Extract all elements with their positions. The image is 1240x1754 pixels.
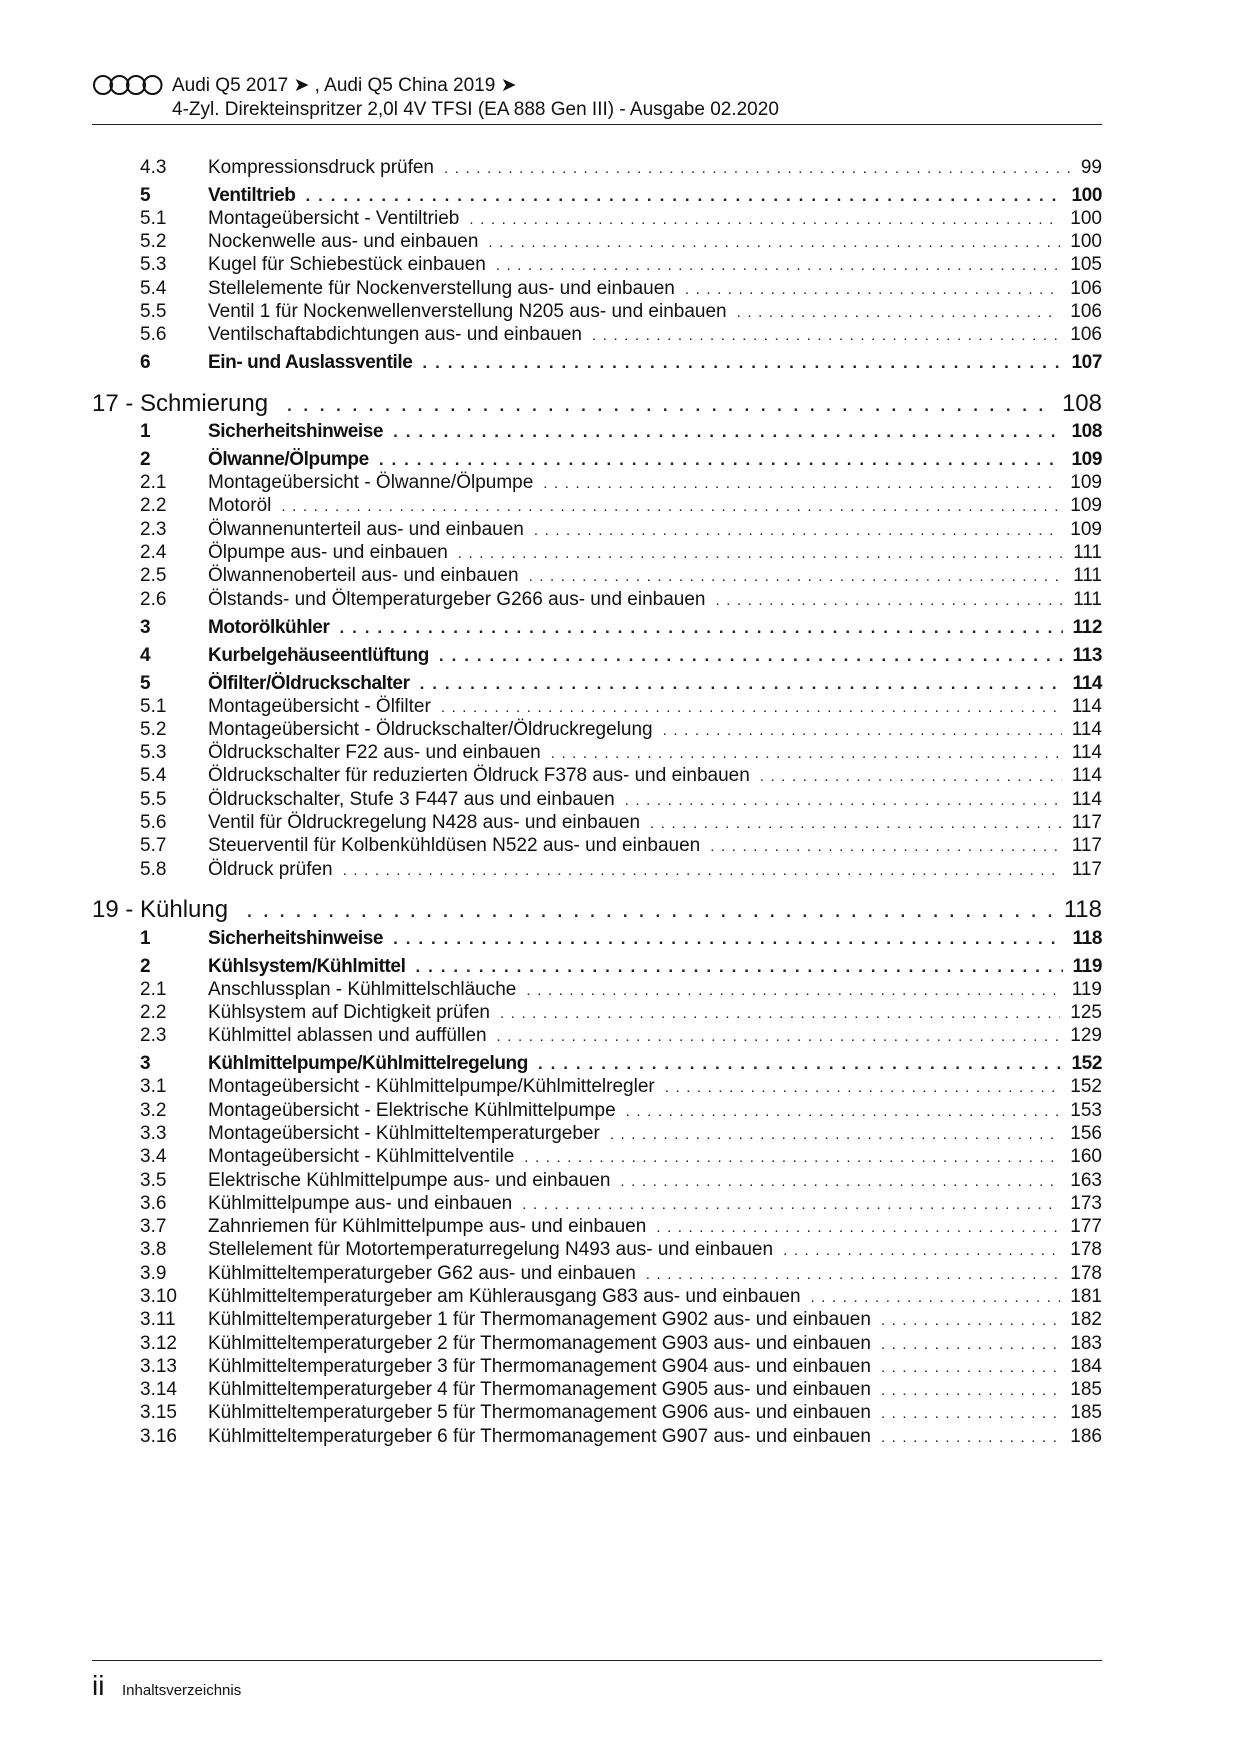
toc-number: 5.1: [140, 696, 167, 717]
toc-title: Montageübersicht - Öldruckschalter/Öldruckregelung: [208, 719, 653, 740]
toc-title: Montageübersicht - Kühlmitteltemperaturgeber: [208, 1123, 600, 1144]
footer-divider: [92, 1660, 1102, 1661]
toc-dot-leader: [497, 1028, 1061, 1045]
toc-title: Steuerventil für Kolbenkühldüsen N522 aus- und einbauen: [208, 835, 701, 856]
toc-title: Ventiltrieb: [208, 185, 296, 206]
toc-section[interactable]: [140, 673, 1102, 695]
toc-page-number: 114: [1071, 742, 1102, 763]
toc-number: 5.5: [140, 301, 167, 322]
toc-number: 5.7: [140, 835, 167, 856]
toc-page-number: 106: [1070, 324, 1102, 345]
toc-subsection[interactable]: [140, 835, 1102, 857]
toc-number: 5.4: [140, 278, 167, 299]
toc-title: Montageübersicht - Kühlmittelventile: [208, 1146, 515, 1167]
toc-dot-leader: [625, 792, 1062, 809]
toc-dot-leader: [543, 475, 1060, 492]
header-vehicle-title: Audi Q5 2017 ➤ , Audi Q5 China 2019 ➤: [172, 75, 517, 96]
toc-number: 3.4: [140, 1146, 167, 1167]
toc-subsection[interactable]: [140, 472, 1102, 494]
toc-title: Ölwanne/Ölpumpe: [208, 449, 369, 470]
toc-number: 3.6: [140, 1193, 167, 1214]
toc-subsection[interactable]: [140, 789, 1102, 811]
toc-dot-leader: [522, 1196, 1060, 1213]
toc-page-number: 105: [1070, 254, 1102, 275]
toc-page-number: 117: [1071, 812, 1102, 833]
page-header: [92, 72, 1102, 124]
toc-page-number: 109: [1071, 449, 1102, 470]
toc-title: Ölstands- und Öltemperaturgeber G266 aus- und einbauen: [208, 589, 706, 610]
toc-title: Ölpumpe aus- und einbauen: [208, 542, 448, 563]
toc-subsection[interactable]: [140, 1170, 1102, 1192]
toc-page-number: 112: [1072, 617, 1102, 638]
toc-subsection[interactable]: [140, 1239, 1102, 1261]
toc-number: 2.4: [140, 542, 167, 563]
toc-title: Anschlussplan - Kühlmittelschläuche: [208, 979, 517, 1000]
toc-subsection[interactable]: [140, 1356, 1102, 1378]
toc-subsection[interactable]: [140, 231, 1102, 253]
toc-page-number: 107: [1071, 352, 1102, 373]
toc-section[interactable]: [140, 1053, 1102, 1075]
toc-section[interactable]: [140, 928, 1102, 950]
toc-subsection[interactable]: [140, 1309, 1102, 1331]
toc-title: Ölfilter/Öldruckschalter: [208, 673, 410, 694]
toc-title: Kühlmittelpumpe/Kühlmittelregelung: [208, 1053, 528, 1074]
toc-number: 3.12: [140, 1333, 177, 1354]
toc-dot-leader: [500, 1005, 1060, 1022]
toc-number: 5.5: [140, 789, 167, 810]
toc-title: Kühlsystem auf Dichtigkeit prüfen: [208, 1002, 490, 1023]
toc-dot-leader: [281, 498, 1060, 515]
toc-dot-leader: [458, 545, 1063, 562]
toc-title: 19 - Kühlung: [92, 896, 229, 923]
toc-dot-leader: [760, 768, 1062, 785]
toc-page-number: 106: [1070, 301, 1102, 322]
toc-title: Elektrische Kühlmittelpumpe aus- und einbauen: [208, 1170, 611, 1191]
header-engine-title: 4-Zyl. Direkteinspritzer 2,0l 4V TFSI (EA 888 Gen III) - Ausgabe 02.2020: [172, 99, 779, 120]
toc-subsection[interactable]: [140, 742, 1102, 764]
toc-page-number: 153: [1070, 1100, 1102, 1121]
toc-number: 3.16: [140, 1426, 177, 1447]
toc-number: 2.1: [140, 472, 167, 493]
toc-number: 2.2: [140, 495, 167, 516]
toc-page-number: 160: [1070, 1146, 1102, 1167]
toc-page-number: 177: [1070, 1216, 1102, 1237]
toc-section[interactable]: [140, 645, 1102, 667]
toc-dot-leader: [524, 1149, 1060, 1166]
toc-number: 3.2: [140, 1100, 167, 1121]
toc-page-number: 111: [1073, 565, 1102, 586]
toc-title: Kugel für Schiebestück einbauen: [208, 254, 486, 275]
toc-page-number: 114: [1071, 719, 1102, 740]
toc-title: Kühlmitteltemperaturgeber G62 aus- und einbauen: [208, 1263, 636, 1284]
toc-title: 17 - Schmierung: [92, 390, 269, 417]
toc-number: 3.5: [140, 1170, 167, 1191]
toc-page-number: 111: [1073, 542, 1102, 563]
toc-dot-leader: [646, 1266, 1061, 1283]
toc-title: Öldruck prüfen: [208, 859, 333, 880]
toc-number: 3.1: [140, 1076, 167, 1097]
toc-title: Montageübersicht - Kühlmittelpumpe/Kühlmittelregler: [208, 1076, 655, 1097]
toc-number: 2.6: [140, 589, 167, 610]
toc-dot-leader: [393, 929, 1062, 949]
toc-title: Kompressionsdruck prüfen: [208, 157, 434, 178]
toc-dot-leader: [626, 1103, 1061, 1120]
toc-title: Stellelemente für Nockenverstellung aus- und einbauen: [208, 278, 675, 299]
toc-number: 3.9: [140, 1263, 167, 1284]
toc-dot-leader: [656, 1219, 1060, 1236]
toc-dot-leader: [469, 211, 1060, 228]
toc-title: Kühlmitteltemperaturgeber 4 für Thermomanagement G905 aus- und einbauen: [208, 1379, 871, 1400]
toc-page-number: 152: [1071, 1053, 1102, 1074]
toc-title: Kühlmitteltemperaturgeber am Kühlerausgang G83 aus- und einbauen: [208, 1286, 801, 1307]
toc-subsection[interactable]: [140, 208, 1102, 230]
toc-section[interactable]: [140, 352, 1102, 374]
toc-title: Ventilschaftabdichtungen aus- und einbauen: [208, 324, 582, 345]
toc-page-number: 109: [1070, 495, 1102, 516]
toc-dot-leader: [881, 1359, 1060, 1376]
toc-title: Sicherheitshinweise: [208, 421, 384, 442]
toc-title: Ventil 1 für Nockenwellenverstellung N205 aus- und einbauen: [208, 301, 727, 322]
toc-number: 5.2: [140, 719, 167, 740]
toc-number: 3.14: [140, 1379, 177, 1400]
toc-title: Öldruckschalter, Stufe 3 F447 aus und einbauen: [208, 789, 615, 810]
toc-subsection[interactable]: [140, 519, 1102, 541]
toc-number: 4.3: [140, 157, 167, 178]
toc-number: 3.13: [140, 1356, 177, 1377]
toc-dot-leader: [551, 745, 1062, 762]
toc-dot-leader: [529, 568, 1064, 585]
toc-subsection[interactable]: [140, 812, 1102, 834]
toc-dot-leader: [881, 1312, 1060, 1329]
toc-chapter[interactable]: [92, 390, 1102, 418]
toc-page-number: 156: [1070, 1123, 1102, 1144]
toc-page-number: 181: [1070, 1286, 1102, 1307]
toc-page-number: 109: [1070, 472, 1102, 493]
toc-page-number: 178: [1070, 1239, 1102, 1260]
toc-page-number: 163: [1070, 1170, 1102, 1191]
toc-title: Sicherheitshinweise: [208, 928, 384, 949]
toc-page-number: 152: [1070, 1076, 1102, 1097]
toc-title: Ölwannenunterteil aus- und einbauen: [208, 519, 524, 540]
toc-number: 3: [140, 617, 151, 638]
toc-subsection[interactable]: [140, 1076, 1102, 1098]
toc-number: 2: [140, 956, 151, 977]
toc-subsection[interactable]: [140, 565, 1102, 587]
toc-page-number: 173: [1070, 1193, 1102, 1214]
toc-section[interactable]: [140, 421, 1102, 443]
audi-rings-logo-icon: [92, 74, 164, 96]
toc-dot-leader: [665, 1079, 1061, 1096]
toc-number: 5.2: [140, 231, 167, 252]
toc-title: Kühlmitteltemperaturgeber 1 für Thermomanagement G902 aus- und einbauen: [208, 1309, 871, 1330]
toc-dot-leader: [420, 674, 1063, 694]
toc-number: 5.8: [140, 859, 167, 880]
toc-subsection[interactable]: [140, 1193, 1102, 1215]
toc-page-number: 100: [1070, 208, 1102, 229]
toc-title: Kühlmitteltemperaturgeber 3 für Thermomanagement G904 aus- und einbauen: [208, 1356, 871, 1377]
toc-page-number: 118: [1063, 896, 1102, 923]
toc-section[interactable]: [140, 617, 1102, 639]
toc-title: Ölwannenoberteil aus- und einbauen: [208, 565, 519, 586]
toc-subsection[interactable]: [140, 1333, 1102, 1355]
toc-page-number: 99: [1080, 157, 1102, 178]
toc-page-number: 178: [1070, 1263, 1102, 1284]
toc-dot-leader: [246, 896, 1058, 924]
toc-dot-leader: [439, 646, 1063, 666]
toc-page-number: 113: [1072, 645, 1102, 666]
toc-dot-leader: [444, 160, 1071, 177]
toc-subsection[interactable]: [140, 719, 1102, 741]
toc-subsection[interactable]: [140, 859, 1102, 881]
toc-title: Montageübersicht - Elektrische Kühlmittelpumpe: [208, 1100, 616, 1121]
toc-dot-leader: [393, 422, 1061, 442]
toc-dot-leader: [881, 1429, 1060, 1446]
toc-subsection[interactable]: [140, 1263, 1102, 1285]
toc-number: 2.3: [140, 519, 167, 540]
toc-title: Ventil für Öldruckregelung N428 aus- und einbauen: [208, 812, 641, 833]
toc-section[interactable]: [140, 956, 1102, 978]
toc-subsection[interactable]: [140, 324, 1102, 346]
toc-title: Montageübersicht - Ventiltrieb: [208, 208, 460, 229]
toc-dot-leader: [715, 592, 1063, 609]
toc-dot-leader: [881, 1336, 1060, 1353]
toc-number: 2.5: [140, 565, 167, 586]
toc-dot-leader: [488, 234, 1060, 251]
toc-dot-leader: [592, 327, 1060, 344]
toc-title: Motorölkühler: [208, 617, 330, 638]
toc-subsection[interactable]: [140, 1025, 1102, 1047]
toc-number: 5.6: [140, 324, 167, 345]
toc-subsection[interactable]: [140, 589, 1102, 611]
toc-dot-leader: [538, 1054, 1062, 1074]
toc-number: 5.3: [140, 254, 167, 275]
toc-page-number: 111: [1073, 589, 1102, 610]
toc-dot-leader: [650, 815, 1062, 832]
toc-subsection[interactable]: [140, 278, 1102, 300]
toc-page-number: 114: [1071, 696, 1102, 717]
toc-page-number: 184: [1070, 1356, 1102, 1377]
toc-page-number: 106: [1070, 278, 1102, 299]
toc-page-number: 186: [1070, 1426, 1102, 1447]
toc-page-number: 117: [1071, 859, 1102, 880]
toc-dot-leader: [415, 957, 1062, 977]
toc-page-number: 125: [1070, 1002, 1102, 1023]
toc-subsection[interactable]: [140, 157, 1102, 179]
toc-number: 5: [140, 673, 151, 694]
toc-dot-leader: [710, 838, 1061, 855]
toc-dot-leader: [305, 186, 1061, 206]
toc-title: Zahnriemen für Kühlmittelpumpe aus- und einbauen: [208, 1216, 647, 1237]
toc-dot-leader: [881, 1405, 1060, 1422]
toc-page-number: 108: [1061, 390, 1102, 417]
toc-page-number: 114: [1071, 765, 1102, 786]
toc-number: 2.1: [140, 979, 167, 1000]
toc-page-number: 183: [1070, 1333, 1102, 1354]
toc-subsection[interactable]: [140, 1100, 1102, 1122]
toc-number: 5: [140, 185, 151, 206]
toc-number: 3.15: [140, 1402, 177, 1423]
toc-title: Stellelement für Motortemperaturregelung N493 aus- und einbauen: [208, 1239, 774, 1260]
toc-section[interactable]: [140, 449, 1102, 471]
toc-subsection[interactable]: [140, 765, 1102, 787]
toc-subsection[interactable]: [140, 542, 1102, 564]
toc-number: 3.11: [140, 1309, 176, 1330]
toc-number: 5.3: [140, 742, 167, 763]
toc-dot-leader: [685, 281, 1060, 298]
toc-title: Kühlmitteltemperaturgeber 5 für Thermomanagement G906 aus- und einbauen: [208, 1402, 871, 1423]
toc-number: 1: [140, 928, 151, 949]
toc-subsection[interactable]: [140, 979, 1102, 1001]
toc-number: 3.10: [140, 1286, 177, 1307]
toc-page-number: 108: [1071, 421, 1102, 442]
toc-title: Montageübersicht - Ölfilter: [208, 696, 431, 717]
toc-page-number: 114: [1072, 673, 1102, 694]
toc-page-number: 109: [1070, 519, 1102, 540]
toc-number: 2: [140, 449, 151, 470]
toc-subsection[interactable]: [140, 1002, 1102, 1024]
toc-title: Öldruckschalter F22 aus- und einbauen: [208, 742, 541, 763]
toc-number: 3: [140, 1053, 151, 1074]
toc-section[interactable]: [140, 185, 1102, 207]
toc-dot-leader: [441, 699, 1062, 716]
toc-dot-leader: [286, 390, 1056, 418]
toc-dot-leader: [811, 1289, 1061, 1306]
toc-page-number: 118: [1072, 928, 1102, 949]
toc-number: 5.4: [140, 765, 167, 786]
toc-dot-leader: [339, 618, 1062, 638]
toc-page-number: 100: [1070, 231, 1102, 252]
toc-number: 2.2: [140, 1002, 167, 1023]
header-divider: [92, 124, 1102, 125]
toc-subsection[interactable]: [140, 696, 1102, 718]
toc-subsection[interactable]: [140, 1379, 1102, 1401]
toc-page-number: 119: [1071, 979, 1102, 1000]
toc-subsection[interactable]: [140, 254, 1102, 276]
toc-dot-leader: [783, 1242, 1060, 1259]
toc-subsection[interactable]: [140, 1216, 1102, 1238]
toc-page-number: 185: [1070, 1379, 1102, 1400]
toc-title: Ein- und Auslassventile: [208, 352, 413, 373]
toc-dot-leader: [379, 450, 1062, 470]
toc-chapter[interactable]: [92, 896, 1102, 924]
toc-number: 4: [140, 645, 151, 666]
toc-page-number: 119: [1072, 956, 1102, 977]
toc-title: Kühlmitteltemperaturgeber 6 für Thermomanagement G907 aus- und einbauen: [208, 1426, 871, 1447]
toc-dot-leader: [610, 1126, 1060, 1143]
toc-dot-leader: [881, 1382, 1060, 1399]
toc-dot-leader: [343, 862, 1062, 879]
toc-title: Kühlmittelpumpe aus- und einbauen: [208, 1193, 513, 1214]
footer-page-number: ii: [92, 1670, 105, 1701]
toc-page-number: 182: [1070, 1309, 1102, 1330]
toc-subsection[interactable]: [140, 1286, 1102, 1308]
toc-page-number: 129: [1070, 1025, 1102, 1046]
toc-title: Kühlsystem/Kühlmittel: [208, 956, 406, 977]
toc-dot-leader: [534, 522, 1060, 539]
toc-page-number: 185: [1070, 1402, 1102, 1423]
toc-subsection[interactable]: [140, 1426, 1102, 1448]
toc-subsection[interactable]: [140, 301, 1102, 323]
toc-dot-leader: [422, 353, 1061, 373]
toc-number: 3.3: [140, 1123, 167, 1144]
toc-dot-leader: [663, 722, 1062, 739]
toc-dot-leader: [737, 304, 1061, 321]
toc-dot-leader: [526, 982, 1061, 999]
toc-page-number: 114: [1071, 789, 1102, 810]
toc-title: Nockenwelle aus- und einbauen: [208, 231, 479, 252]
toc-number: 2.3: [140, 1025, 167, 1046]
toc-number: 1: [140, 421, 151, 442]
toc-title: Kurbelgehäuseentlüftung: [208, 645, 429, 666]
toc-number: 3.8: [140, 1239, 167, 1260]
toc-title: Kühlmitteltemperaturgeber 2 für Thermomanagement G903 aus- und einbauen: [208, 1333, 871, 1354]
toc-title: Kühlmittel ablassen und auffüllen: [208, 1025, 487, 1046]
footer-label: Inhaltsverzeichnis: [122, 1682, 242, 1699]
toc-title: Montageübersicht - Ölwanne/Ölpumpe: [208, 472, 534, 493]
toc-subsection[interactable]: [140, 495, 1102, 517]
toc-title: Öldruckschalter für reduzierten Öldruck F378 aus- und einbauen: [208, 765, 750, 786]
toc-dot-leader: [496, 257, 1060, 274]
toc-title: Motoröl: [208, 495, 272, 516]
toc-dot-leader: [620, 1173, 1060, 1190]
toc-subsection[interactable]: [140, 1402, 1102, 1424]
toc-subsection[interactable]: [140, 1123, 1102, 1145]
toc-number: 5.1: [140, 208, 167, 229]
toc-subsection[interactable]: [140, 1146, 1102, 1168]
toc-number: 6: [140, 352, 151, 373]
toc-page-number: 100: [1071, 185, 1102, 206]
toc-page-number: 117: [1071, 835, 1102, 856]
toc-number: 3.7: [140, 1216, 167, 1237]
toc-number: 5.6: [140, 812, 167, 833]
